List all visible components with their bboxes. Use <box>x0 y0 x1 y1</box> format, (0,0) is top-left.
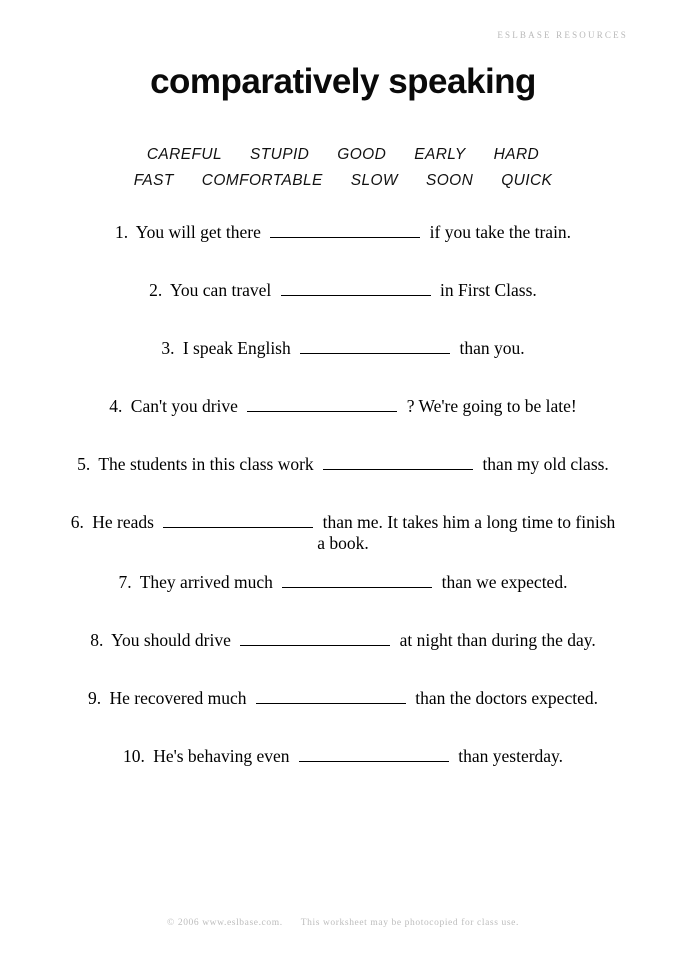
question-item <box>40 280 646 301</box>
question-item <box>40 338 646 359</box>
question-number: 6. <box>70 512 84 532</box>
word-bank-item: EARLY <box>414 146 466 163</box>
question-list <box>40 222 646 804</box>
word-bank-item: SOON <box>425 172 474 189</box>
word-bank-item: GOOD <box>337 146 387 163</box>
footer <box>0 918 686 928</box>
question-number: 3. <box>161 338 175 358</box>
answer-blank[interactable] <box>256 690 406 704</box>
answer-blank[interactable] <box>281 282 431 296</box>
question-text-before: He recovered much <box>109 688 247 708</box>
question-text-after: than the doctors expected. <box>415 688 598 708</box>
question-number: 9. <box>88 688 102 708</box>
answer-blank[interactable] <box>323 456 473 470</box>
question-item <box>40 222 646 243</box>
question-number: 1. <box>114 222 129 242</box>
question-text-after: than yesterday. <box>458 746 564 766</box>
question-item <box>40 746 646 767</box>
question-number: 8. <box>90 630 104 650</box>
question-text-after: than we expected. <box>441 572 568 592</box>
question-item <box>40 512 646 554</box>
question-text-after: than you. <box>459 338 525 358</box>
word-bank-item: HARD <box>493 146 540 163</box>
question-text-after: than my old class. <box>482 454 609 474</box>
question-text-before: Can't you drive <box>130 396 238 416</box>
question-number: 5. <box>77 454 91 474</box>
word-bank <box>0 142 686 194</box>
question-item <box>40 454 646 475</box>
brand-label: ESLBASE RESOURCES <box>497 30 628 40</box>
word-bank-item: STUPID <box>250 146 310 163</box>
question-item <box>40 572 646 593</box>
word-bank-row-1 <box>0 142 686 168</box>
word-bank-item: SLOW <box>350 172 398 189</box>
answer-blank[interactable] <box>299 748 449 762</box>
question-number: 2. <box>149 280 163 300</box>
question-item <box>40 630 646 651</box>
answer-blank[interactable] <box>247 398 397 412</box>
question-number: 7. <box>118 572 132 592</box>
question-text-continued: a book. <box>317 533 369 553</box>
question-text-after: if you take the train. <box>429 222 572 242</box>
question-text-before: The students in this class work <box>98 454 314 474</box>
footer-copyright: © 2006 www.eslbase.com. <box>167 918 283 928</box>
question-text-after: than me. It takes him a long time to finish <box>322 512 616 532</box>
question-text-before: You will get there <box>135 222 261 242</box>
word-bank-item: CAREFUL <box>146 146 222 163</box>
answer-blank[interactable] <box>282 574 432 588</box>
question-text-before: They arrived much <box>139 572 273 592</box>
word-bank-item: QUICK <box>501 172 553 189</box>
question-text-before: You should drive <box>111 630 231 650</box>
question-number: 10. <box>122 746 145 766</box>
word-bank-item: COMFORTABLE <box>201 172 323 189</box>
question-text-after: at night than during the day. <box>399 630 596 650</box>
question-text-after: ? We're going to be late! <box>406 396 577 416</box>
question-item <box>40 688 646 709</box>
question-text-before: I speak English <box>182 338 291 358</box>
answer-blank[interactable] <box>270 224 420 238</box>
answer-blank[interactable] <box>163 514 313 528</box>
question-item <box>40 396 646 417</box>
page-title: comparatively speaking <box>150 62 536 101</box>
answer-blank[interactable] <box>300 340 450 354</box>
question-text-before: He's behaving even <box>153 746 290 766</box>
question-text-before: You can travel <box>170 280 272 300</box>
answer-blank[interactable] <box>240 632 390 646</box>
question-text-after: in First Class. <box>440 280 537 300</box>
question-number: 4. <box>109 396 123 416</box>
word-bank-row-2 <box>0 168 686 194</box>
word-bank-item: FAST <box>133 172 174 189</box>
question-text-before: He reads <box>92 512 154 532</box>
footer-note: This worksheet may be photocopied for class use. <box>300 918 519 928</box>
